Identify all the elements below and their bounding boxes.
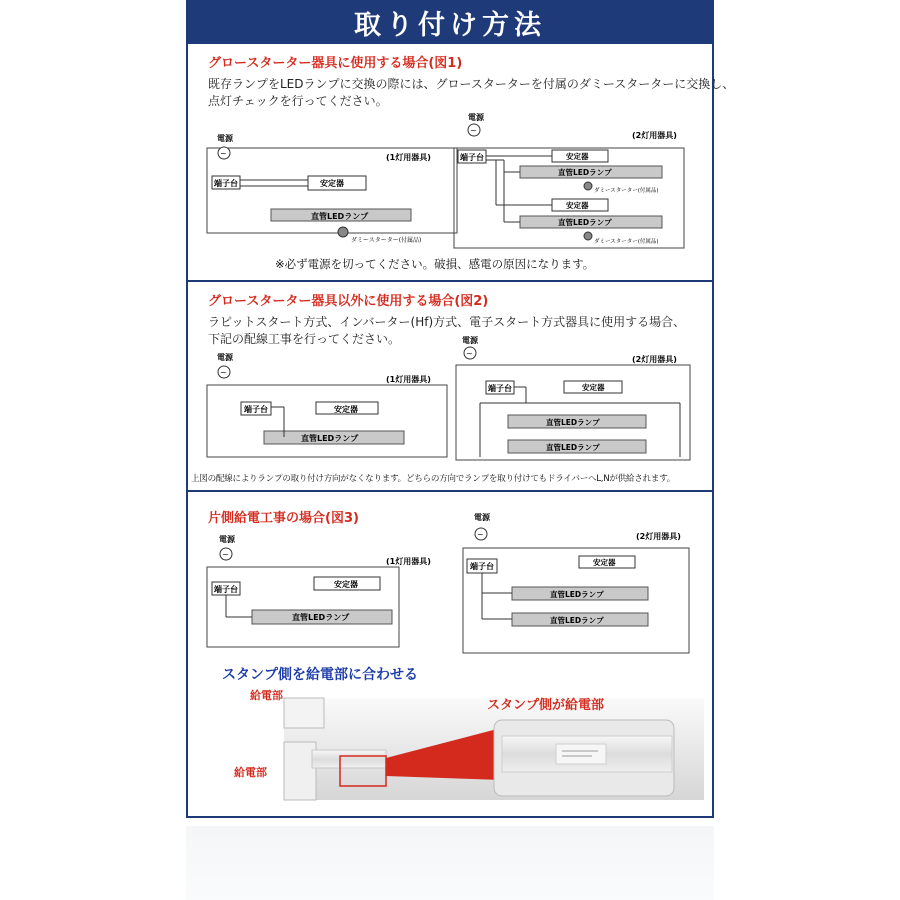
fig2-led-lamp-label: 直管LEDランプ <box>301 434 359 443</box>
zoom-stamp <box>556 744 606 764</box>
fig2-terminal-label: 端子台 <box>244 405 268 414</box>
feed-label-top: 給電部 <box>250 689 283 702</box>
svg-text:~: ~ <box>477 530 484 539</box>
section2-note: 上図の配線によりランプの取り付け方向がなくなります。どちらの方向でランプを取り付けてもドライバーへL,Nが供給されます。 <box>191 474 675 484</box>
section1-note: ※必ず電源を切ってください。破損、感電の原因になります。 <box>275 257 595 271</box>
fig1b-ballast-2-label: 安定器 <box>566 201 589 210</box>
fig1b-led-lamp-2-label: 直管LEDランプ <box>558 218 612 227</box>
section1-heading: グロースターター器具に使用する場合(図1) <box>208 56 463 71</box>
fig1b-terminal-label: 端子台 <box>460 153 484 162</box>
fig3b-type-label: (2灯用器具) <box>636 532 681 541</box>
figure2-diagram <box>186 335 714 465</box>
fig3b-led-lamp-2-label: 直管LEDランプ <box>550 616 604 625</box>
fig2-ballast-label: 安定器 <box>334 405 358 414</box>
fig3b-terminal-label: 端子台 <box>470 562 494 571</box>
fig2b-ballast-label: 安定器 <box>582 383 605 392</box>
section2-heading: グロースターター器具以外に使用する場合(図2) <box>208 294 489 309</box>
fig1b-dummy-starter-1-label: ダミースターター(付属品) <box>594 188 659 194</box>
feed-label-left: 給電部 <box>234 766 267 779</box>
section2-desc-line2: 下記の配線工事を行ってください。 <box>208 332 401 346</box>
svg-text:~: ~ <box>466 349 473 358</box>
section1-desc-line2: 点灯チェックを行ってください。 <box>208 94 388 108</box>
fig2b-led-lamp-1-label: 直管LEDランプ <box>546 418 600 427</box>
stamp-side-heading: スタンプ側を給電部に合わせる <box>222 667 418 683</box>
fig3-power-label: 電源 <box>219 535 235 544</box>
fig1-led-lamp-label: 直管LEDランプ <box>311 212 369 221</box>
svg-text:~: ~ <box>220 149 227 158</box>
fig3-type-label: (1灯用器具) <box>386 557 431 566</box>
fig1-two-lamp-frame <box>454 148 684 248</box>
fig1-dummy-starter-label: ダミースターター(付属品) <box>351 237 422 244</box>
fig2-type-label: (1灯用器具) <box>386 375 431 384</box>
figure1-diagram <box>186 108 714 273</box>
zoom-label: スタンプ側が給電部 <box>487 698 605 713</box>
fig3-ballast-label: 安定器 <box>334 580 358 589</box>
fig3b-power-label: 電源 <box>474 513 490 522</box>
section2-desc-line1: ラピットスタート方式、インバーター(Hf)方式、電子スタート方式器具に使用する場合、 <box>208 315 686 329</box>
section2-divider <box>186 490 714 492</box>
page-title: 取り付け方法 <box>186 0 714 44</box>
fixture-socket-top <box>284 698 324 728</box>
fig2b-terminal-label: 端子台 <box>488 384 512 393</box>
fig1-power-label: 電源 <box>217 134 233 143</box>
fig1b-power-label: 電源 <box>468 113 484 122</box>
fig3-led-lamp-label: 直管LEDランプ <box>292 613 350 622</box>
fig1b-dummy-starter-2-label: ダミースターター(付属品) <box>594 239 659 245</box>
fig1-type-label: (1灯用器具) <box>386 153 431 162</box>
fig1-terminal-label: 端子台 <box>214 179 238 188</box>
section1-divider <box>186 280 714 282</box>
fig2b-type-label: (2灯用器具) <box>632 355 677 364</box>
fig2-one-lamp-frame <box>207 385 447 457</box>
fig3b-led-lamp-1-label: 直管LEDランプ <box>550 590 604 599</box>
fig1-dummy-starter-icon <box>338 227 348 237</box>
section1-desc-line1: 既存ランプをLEDランプに交換の際には、グロースターターを付属のダミースターターに交換し、 <box>208 77 735 91</box>
figure3-diagram <box>186 512 714 657</box>
fig1-ballast-label: 安定器 <box>320 179 344 188</box>
fig1b-ballast-1-label: 安定器 <box>566 152 589 161</box>
fig2-power-label: 電源 <box>217 353 233 362</box>
bottom-shadow <box>186 826 714 900</box>
svg-text:~: ~ <box>470 126 477 135</box>
fig3-terminal-label: 端子台 <box>214 585 238 594</box>
fixture-socket-left <box>284 742 316 800</box>
section3-heading: 片側給電工事の場合(図3) <box>208 511 359 526</box>
fig3b-ballast-label: 安定器 <box>593 558 616 567</box>
fig2b-power-label: 電源 <box>462 336 478 345</box>
svg-text:~: ~ <box>220 368 227 377</box>
fig1b-type-label: (2灯用器具) <box>632 131 677 140</box>
fig1b-led-lamp-1-label: 直管LEDランプ <box>558 168 612 177</box>
fixture-tube <box>312 750 386 768</box>
fig2b-led-lamp-2-label: 直管LEDランプ <box>546 443 600 452</box>
svg-text:~: ~ <box>222 550 229 559</box>
